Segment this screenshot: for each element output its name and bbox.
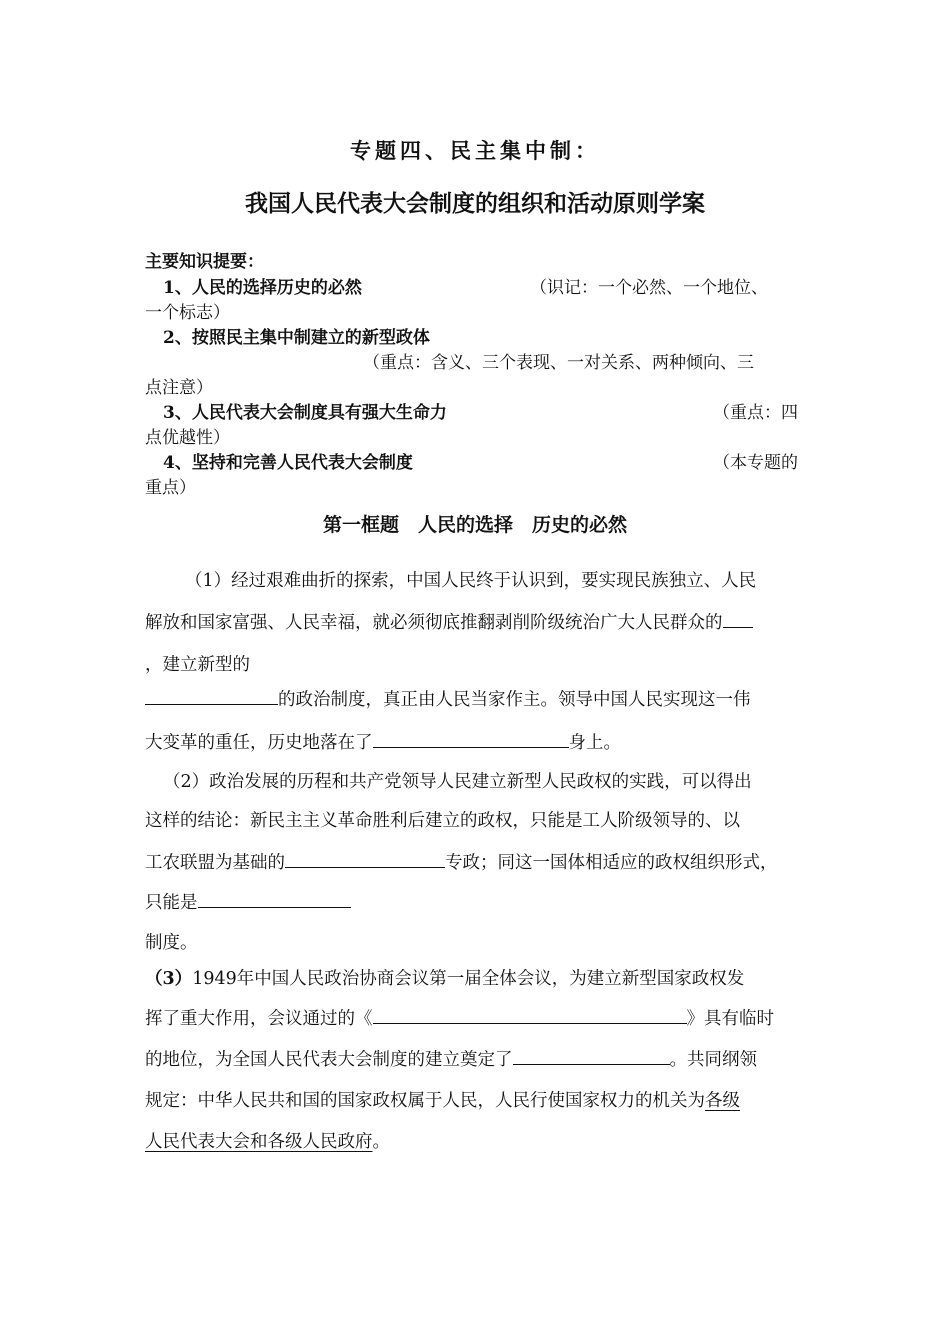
summary-note-2a: （重点：含义、三个表现、一对关系、两种倾向、三 <box>363 353 754 373</box>
summary-item-2: 2、按照民主集中制建立的新型政体 <box>163 328 430 348</box>
para2-line2: 这样的结论：新民主主义革命胜利后建立的政权，只能是工人阶级领导的、以 <box>145 811 740 831</box>
page-title: 我国人民代表大会制度的组织和活动原则学案 <box>245 190 705 217</box>
para3-line5: 人民代表大会和各级人民政府。 <box>145 1132 390 1152</box>
para1-line5: 大变革的重任，历史地落在了 身上。 <box>145 729 621 754</box>
para3-line2: 挥了重大作用，会议通过的《 》具有临时 <box>145 1005 774 1030</box>
blank-2[interactable] <box>145 686 278 705</box>
para1-line1: （1）经过艰难曲折的探索，中国人民终于认识到，要实现民族独立、人民 <box>185 571 757 591</box>
blank-3[interactable] <box>373 729 569 748</box>
para3-line3: 的地位，为全国人民代表大会制度的建立奠定了 。共同纲领 <box>145 1046 757 1071</box>
blank-1[interactable] <box>723 609 753 628</box>
para2-line5: 制度。 <box>145 933 198 953</box>
summary-heading: 主要知识提要： <box>145 252 264 272</box>
summary-note-4a: （本专题的 <box>713 453 798 473</box>
para1-line3: ，建立新型的 <box>145 655 250 675</box>
summary-note-3b: 点优越性） <box>145 428 230 448</box>
blank-5[interactable] <box>198 889 351 908</box>
summary-item-4: 4、坚持和完善人民代表大会制度 <box>163 453 413 473</box>
topic-heading: 专题四、民主集中制： <box>350 138 600 163</box>
summary-note-1a: （识记：一个必然、一个地位、 <box>530 278 768 298</box>
para2-line4: 只能是 <box>145 889 351 914</box>
section-title: 第一框题 人民的选择 历史的必然 <box>322 514 627 536</box>
underlined-answer-2: 人民代表大会和各级人民政府 <box>145 1132 373 1152</box>
para3-line1: （3）1949年中国人民政治协商会议第一届全体会议，为建立新型国家政权发 <box>145 969 745 989</box>
summary-note-1b: 一个标志） <box>145 303 230 323</box>
para2-line1: （2）政治发展的历程和共产党领导人民建立新型人民政权的实践，可以得出 <box>163 772 752 792</box>
para1-line4: 的政治制度，真正由人民当家作主。领导中国人民实现这一伟 <box>145 686 751 711</box>
blank-6[interactable] <box>373 1005 687 1024</box>
summary-item-3: 3、人民代表大会制度具有强大生命力 <box>163 403 447 423</box>
summary-note-4b: 重点） <box>145 478 196 498</box>
para1-line2: 解放和国家富强、人民幸福，就必须彻底推翻剥削阶级统治广大人民群众的 <box>145 609 753 634</box>
summary-note-3a: （重点：四 <box>713 403 798 423</box>
summary-item-1: 1、人民的选择历史的必然 <box>163 278 362 298</box>
summary-note-2b: 点注意） <box>145 378 213 398</box>
blank-4[interactable] <box>285 849 445 868</box>
para3-line4: 规定：中华人民共和国的国家政权属于人民，人民行使国家权力的机关为各级 <box>145 1091 740 1111</box>
underlined-answer-1: 各级 <box>705 1091 740 1111</box>
blank-7[interactable] <box>513 1046 670 1065</box>
para2-line3: 工农联盟为基础的 专政；同这一国体相适应的政权组织形式， <box>145 849 778 874</box>
